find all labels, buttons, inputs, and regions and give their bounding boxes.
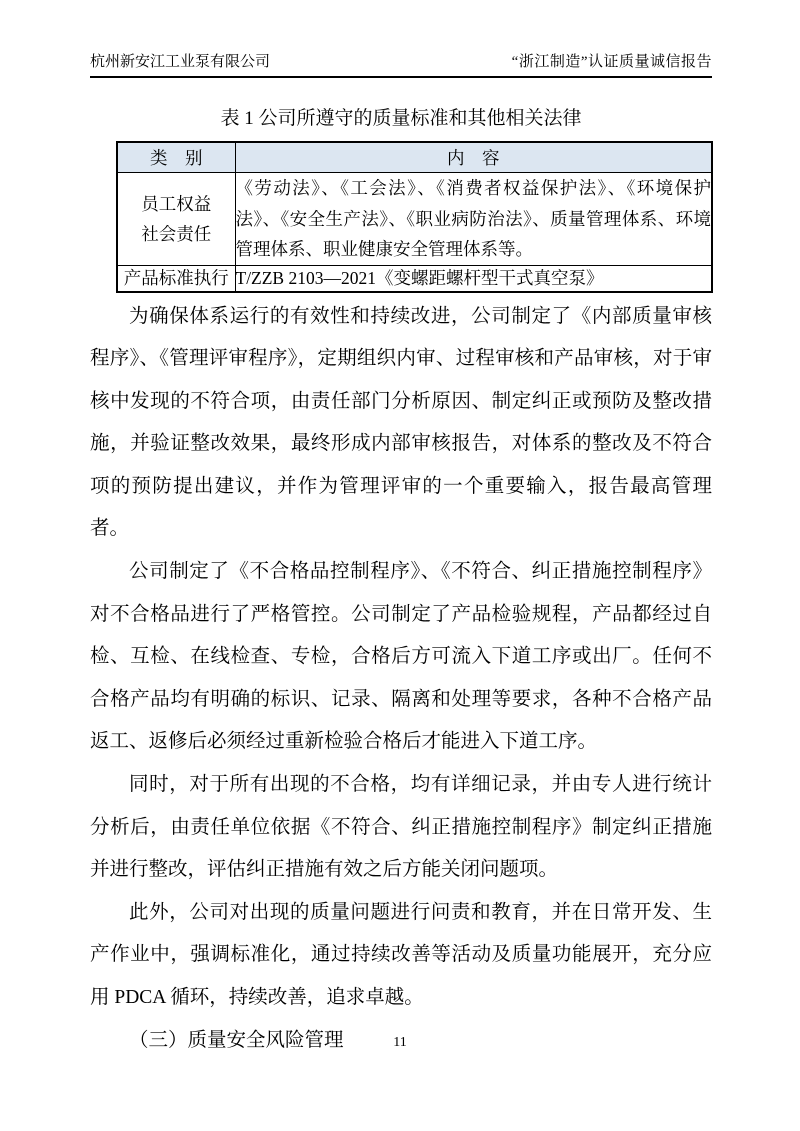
column-header-category: 类 别 xyxy=(117,142,235,173)
paragraph-internal-audit: 为确保体系运行的有效性和持续改进，公司制定了《内部质量审核程序》、《管理评审程序》，定期组织内审、过程审核和产品审核，对于审核中发现的不符合项，由责任部门分析原因、制定纠正或预防及整改措施，并验证整改效果，最终形成内部审核报告，对体系的整改及不符合项的预防提出建议，并作为管理评审的一个重要输入，报告最高管理者。 xyxy=(90,305,712,540)
category-line: 员工权益 xyxy=(141,193,212,214)
running-header xyxy=(90,52,712,78)
paragraph-corrective-measures: 同时，对于所有出现的不合格，均有详细记录，并由专人进行统计分析后，由责任单位依据《不符合、纠正措施控制程序》制定纠正措施并进行整改，评估纠正措施有效之后方能关闭问题项。 xyxy=(90,774,712,881)
table-row xyxy=(117,173,712,266)
page-number: 11 xyxy=(393,1035,407,1050)
header-company-name: 杭州新安江工业泵有限公司 xyxy=(90,54,271,70)
table-header-row xyxy=(117,142,712,173)
table-row xyxy=(117,265,712,292)
column-header-content: 内 容 xyxy=(235,142,712,173)
category-line: 社会责任 xyxy=(141,223,212,244)
content-cell-laws: 《劳动法》、《工会法》、《消费者权益保护法》、《环境保护法》、《安全生产法》、《职业病防治法》、质量管理体系、环境管理体系、职业健康安全管理体系等。 xyxy=(235,173,712,266)
category-cell-product-standard xyxy=(117,265,235,292)
content-cell-standard: T/ZZB 2103—2021《变螺距螺杆型干式真空泵》 xyxy=(235,265,712,292)
paragraph-nonconforming-control: 公司制定了《不合格品控制程序》、《不符合、纠正措施控制程序》对不合格品进行了严格管控。公司制定了产品检验规程，产品都经过自检、互检、在线检查、专检，合格后方可流入下道工序或出厂。任何不合格产品均有明确的标识、记录、隔离和处理等要求，各种不合格产品返工、返修后必须经过重新检验合格后才能进入下道工序。 xyxy=(90,561,712,753)
paragraph-accountability-pdca: 此外，公司对出现的质量问题进行问责和教育，并在日常开发、生产作业中，强调标准化，通过持续改善等活动及质量功能展开，充分应用 PDCA 循环，持续改善，追求卓越。 xyxy=(90,901,712,1008)
section-heading-risk-management: （三）质量安全风险管理 xyxy=(129,1029,344,1051)
category-cell-employee-rights xyxy=(117,173,235,266)
quality-standards-table xyxy=(116,141,713,293)
category-line: 产品标准执行 xyxy=(123,268,229,288)
body-text xyxy=(90,296,712,1063)
header-report-title: “浙江制造”认证质量诚信报告 xyxy=(511,54,712,70)
table-caption: 表 1 公司所遵守的质量标准和其他相关法律 xyxy=(220,108,582,129)
